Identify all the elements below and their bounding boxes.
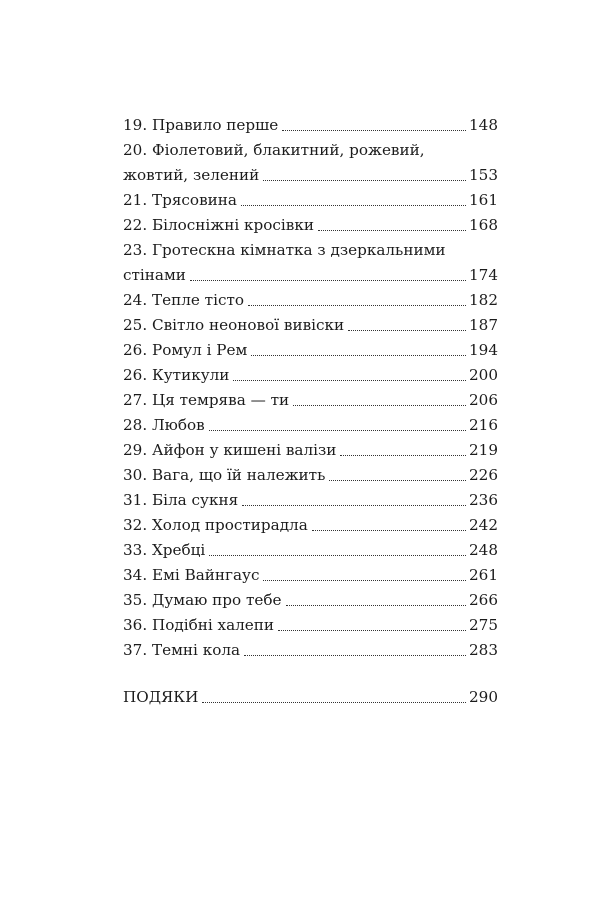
dot-leader — [348, 330, 466, 331]
dot-leader — [209, 430, 466, 431]
toc-entry-26b — [123, 363, 498, 388]
toc-entry-page: 153 — [469, 166, 498, 184]
toc-entry-title: 27. Ця темрява — ти — [123, 391, 290, 409]
toc-entry-acknowledgements — [123, 685, 498, 710]
toc-entry-page: 187 — [469, 316, 498, 334]
toc-entry-page: 194 — [469, 341, 498, 359]
toc-entry-25 — [123, 313, 498, 338]
toc-entry-title: 31. Біла сукня — [123, 491, 239, 509]
toc-entry-page: 148 — [469, 116, 498, 134]
toc-entry-title: 35. Думаю про тебе — [123, 591, 282, 609]
toc-entry-title: 25. Світло неонової вивіски — [123, 316, 345, 334]
toc-entry-page: 182 — [469, 291, 498, 309]
toc-entry-33 — [123, 538, 498, 563]
toc-entry-title: 36. Подібні халепи — [123, 616, 275, 634]
toc-entry-title: 37. Темні кола — [123, 641, 241, 659]
toc-entry-title: 26. Ромул і Рем — [123, 341, 248, 359]
toc-entry-title: 21. Трясовина — [123, 191, 237, 209]
toc-entry-title: 33. Хребці — [123, 541, 206, 559]
toc-entry-page: 290 — [469, 688, 498, 706]
toc-entry-23-line1 — [123, 238, 498, 263]
dot-leader — [286, 605, 466, 606]
toc-entry-title: 26. Кутикули — [123, 366, 230, 384]
toc-entry-page: 216 — [469, 416, 498, 434]
dot-leader — [263, 580, 466, 581]
toc-entry-page: 161 — [469, 191, 498, 209]
dot-leader — [263, 180, 466, 181]
dot-leader — [209, 555, 466, 556]
toc-entry-page: 236 — [469, 491, 498, 509]
toc-entry-28 — [123, 413, 498, 438]
dot-leader — [190, 280, 466, 281]
toc-entry-page: 242 — [469, 516, 498, 534]
dot-leader — [241, 205, 466, 206]
toc-entry-36 — [123, 613, 498, 638]
dot-leader — [318, 230, 466, 231]
toc-entry-page: 283 — [469, 641, 498, 659]
toc-entry-title: 34. Емі Вайнгаус — [123, 566, 260, 584]
toc-entry-29 — [123, 438, 498, 463]
dot-leader — [233, 380, 466, 381]
dot-leader — [244, 655, 466, 656]
toc-entry-title: 29. Айфон у кишені валізи — [123, 441, 337, 459]
toc-entry-23 — [123, 263, 498, 288]
toc-entry-27 — [123, 388, 498, 413]
table-of-contents — [123, 113, 498, 710]
toc-entry-title: 23. Гротескна кімнатка з дзеркальними — [123, 241, 446, 259]
section-spacer — [123, 663, 498, 685]
toc-entry-page: 219 — [469, 441, 498, 459]
toc-entry-24 — [123, 288, 498, 313]
toc-entry-page: 174 — [469, 266, 498, 284]
toc-entry-37 — [123, 638, 498, 663]
toc-entry-title: стінами — [123, 266, 186, 284]
toc-entry-30 — [123, 463, 498, 488]
toc-entry-32 — [123, 513, 498, 538]
toc-entry-19 — [123, 113, 498, 138]
toc-entry-20-line1 — [123, 138, 498, 163]
toc-entry-22 — [123, 213, 498, 238]
toc-entry-title: 19. Правило перше — [123, 116, 279, 134]
toc-entry-title: 32. Холод простирадла — [123, 516, 308, 534]
dot-leader — [278, 630, 466, 631]
dot-leader — [202, 702, 466, 703]
dot-leader — [340, 455, 466, 456]
toc-entry-21 — [123, 188, 498, 213]
dot-leader — [329, 480, 466, 481]
toc-entry-26a — [123, 338, 498, 363]
toc-entry-page: 261 — [469, 566, 498, 584]
toc-entry-title: 28. Любов — [123, 416, 205, 434]
toc-entry-title: 20. Фіолетовий, блакитний, рожевий, — [123, 141, 425, 159]
dot-leader — [312, 530, 466, 531]
dot-leader — [293, 405, 466, 406]
toc-entry-page: 266 — [469, 591, 498, 609]
toc-entry-title: жовтий, зелений — [123, 166, 260, 184]
toc-entry-title: 22. Білосніжні кросівки — [123, 216, 314, 234]
toc-entry-page: 226 — [469, 466, 498, 484]
dot-leader — [251, 355, 466, 356]
toc-entry-title: 24. Тепле тісто — [123, 291, 244, 309]
toc-entry-34 — [123, 563, 498, 588]
dot-leader — [242, 505, 466, 506]
toc-entry-page: 275 — [469, 616, 498, 634]
toc-entry-page: 206 — [469, 391, 498, 409]
toc-entry-35 — [123, 588, 498, 613]
toc-entry-title: 30. Вага, що їй належить — [123, 466, 326, 484]
toc-entry-page: 168 — [469, 216, 498, 234]
toc-entry-page: 248 — [469, 541, 498, 559]
dot-leader — [282, 130, 466, 131]
toc-entry-page: 200 — [469, 366, 498, 384]
toc-entry-20 — [123, 163, 498, 188]
dot-leader — [248, 305, 466, 306]
toc-entry-31 — [123, 488, 498, 513]
toc-entry-title: ПОДЯКИ — [123, 688, 199, 706]
